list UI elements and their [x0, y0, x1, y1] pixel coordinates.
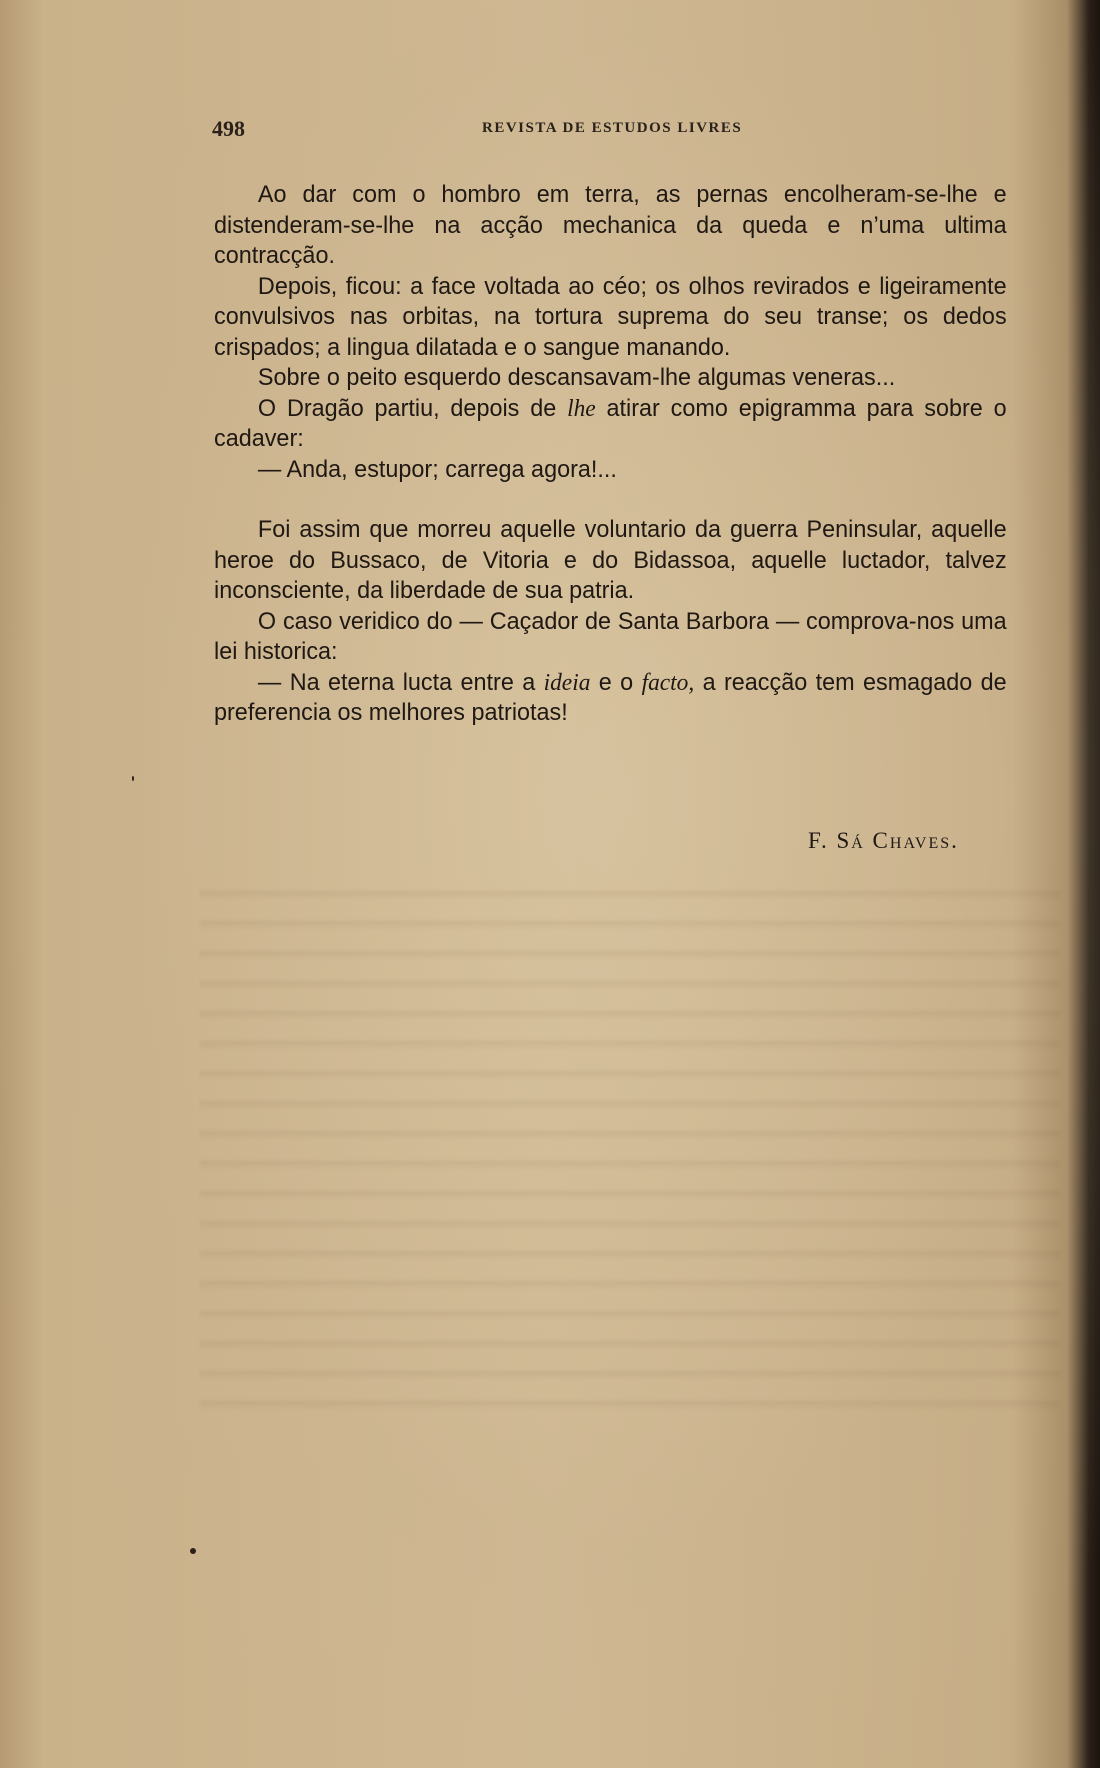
- paragraph-6: Foi assim que morreu aquelle voluntario da guerra Peninsular, aquelle heroe do Bussaco, de Vitoria e do Bidassoa, aquelle luctador, talvez inconsciente, da liberdade de sua patria.: [214, 516, 1007, 604]
- paragraph-8-start: — Na eterna lucta entre a: [257, 668, 544, 696]
- paragraph-4: [214, 394, 1007, 455]
- paragraph-4-end: atirar como epigramma para sobre o cadaver:: [214, 394, 1007, 452]
- paragraph-8-italic-ideia: ideia: [543, 668, 591, 696]
- paragraph-8-end: a reacção tem esmagado de preferencia os melhores patriotas!: [214, 668, 1007, 726]
- paragraph-4-italic: lhe: [567, 394, 596, 422]
- paragraph-8-italic-facto: facto,: [641, 668, 695, 696]
- paragraph-8: [214, 668, 1007, 729]
- paragraph-1: Ao dar com o hombro em terra, as pernas encolheram-se-lhe e distenderam-se-lhe na acção mechanica da queda e n’uma ultima contracção.: [214, 181, 1007, 269]
- paragraph-8-middle: e o: [590, 668, 642, 696]
- paragraph-7: O caso veridico do — Caçador de Santa Barbora — comprova-nos uma lei historica:: [214, 607, 1007, 665]
- paragraph-5: — Anda, estupor; carrega agora!...: [257, 455, 617, 483]
- ink-speck: [190, 1548, 196, 1554]
- page-header: [212, 116, 1042, 146]
- body-text: [214, 180, 1007, 729]
- paragraph-3: Sobre o peito esquerdo descansavam-lhe algumas veneras...: [257, 364, 896, 391]
- paragraph-2: Depois, ficou: a face voltada ao céo; os olhos revirados e ligeiramente convulsivos nas orbitas, na tortura suprema do seu transe; os dedos crispados; a lingua dilatada e o sangue manando.: [214, 272, 1007, 361]
- paragraph-4-start: O Dragão partiu, depois de: [257, 394, 568, 422]
- running-head: REVISTA DE ESTUDOS LIVRES: [482, 120, 743, 136]
- page-number: 498: [212, 116, 245, 141]
- author-signature: F. Sá Chaves.: [808, 828, 959, 853]
- ink-speck: [132, 776, 134, 781]
